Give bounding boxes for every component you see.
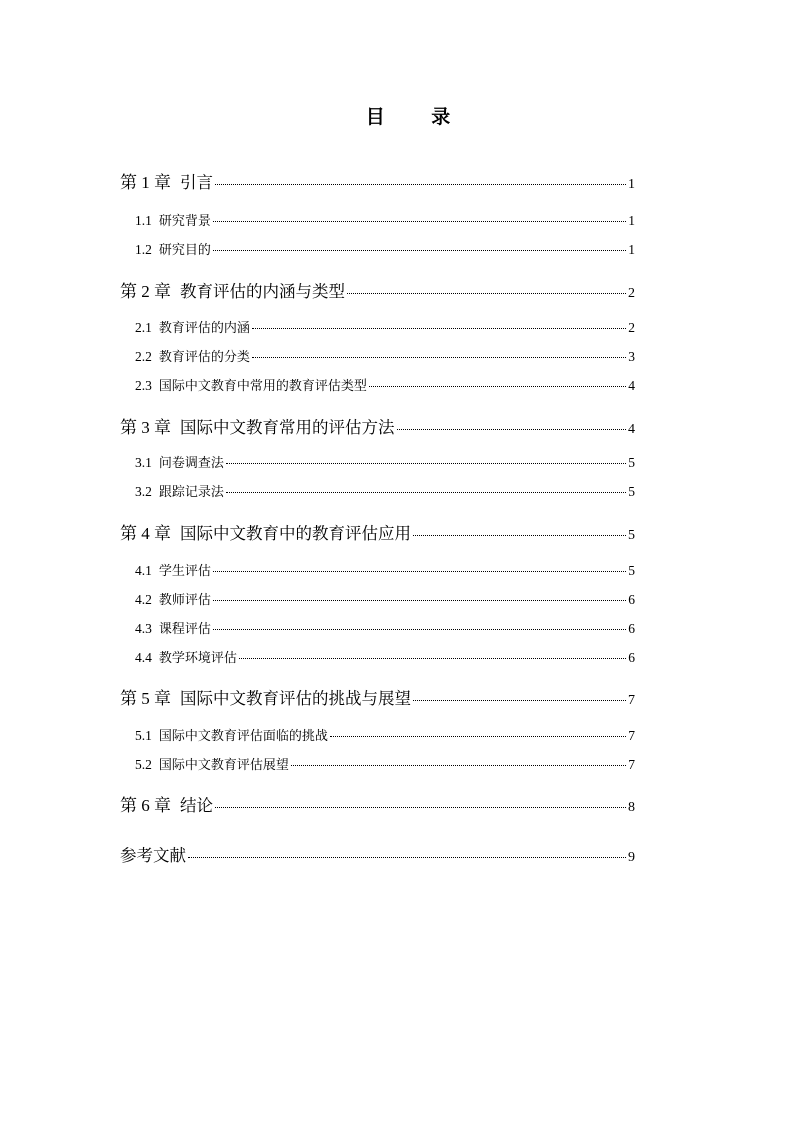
toc-page-number: 5 bbox=[628, 528, 635, 543]
toc-entry-number: 4.2 bbox=[135, 592, 152, 607]
toc-section-entry[interactable] bbox=[135, 211, 635, 232]
toc-entry-number: 3.2 bbox=[135, 484, 152, 499]
toc-entry-number: 第 2 章 bbox=[120, 282, 171, 301]
toc-section-entry[interactable] bbox=[135, 619, 635, 640]
toc-entry-title: 研究目的 bbox=[158, 243, 211, 258]
toc-section-entry[interactable] bbox=[135, 590, 635, 611]
toc-entry-number: 第 1 章 bbox=[120, 173, 171, 192]
toc-chapter-entry[interactable] bbox=[120, 416, 635, 442]
toc-page-number: 1 bbox=[628, 177, 635, 192]
toc-entry-number: 2.2 bbox=[135, 349, 152, 364]
toc-section-entry[interactable] bbox=[135, 482, 635, 503]
toc-dot-leader bbox=[215, 183, 626, 185]
toc-chapter-entry[interactable] bbox=[120, 844, 635, 870]
toc-page-number: 7 bbox=[628, 693, 635, 708]
toc-section-entry[interactable] bbox=[135, 318, 635, 339]
toc-dot-leader bbox=[226, 491, 626, 493]
toc-dot-leader bbox=[213, 570, 626, 572]
toc-entry-number: 第 5 章 bbox=[120, 689, 171, 708]
toc-dot-leader bbox=[369, 385, 626, 387]
toc-page-number: 5 bbox=[628, 484, 635, 499]
toc-page-number: 6 bbox=[628, 650, 635, 665]
toc-entry-number: 2.1 bbox=[135, 320, 152, 335]
toc-entry-number: 5.1 bbox=[135, 728, 152, 743]
toc-entry-title: 研究背景 bbox=[158, 214, 211, 229]
toc-dot-leader bbox=[252, 356, 626, 358]
toc-section-entry[interactable] bbox=[135, 376, 635, 397]
toc-entry-title: 教学环境评估 bbox=[158, 651, 237, 666]
toc-entry-number: 第 3 章 bbox=[120, 418, 171, 437]
toc-entry-title: 国际中文教育评估面临的挑战 bbox=[158, 729, 328, 744]
toc-dot-leader bbox=[413, 699, 626, 701]
toc-entry-title: 问卷调查法 bbox=[158, 456, 224, 471]
toc-dot-leader bbox=[213, 249, 626, 251]
toc-dot-leader bbox=[239, 657, 626, 659]
toc-entry-title: 结论 bbox=[180, 796, 213, 815]
toc-section-entry[interactable] bbox=[135, 648, 635, 669]
toc-page-number: 9 bbox=[628, 850, 635, 865]
toc-dot-leader bbox=[213, 220, 626, 222]
toc-section-entry[interactable] bbox=[135, 240, 635, 261]
toc-dot-leader bbox=[213, 628, 626, 630]
toc-entry-number: 4.3 bbox=[135, 621, 152, 636]
toc-entry-title: 学生评估 bbox=[158, 564, 211, 579]
toc-entry-title: 教育评估的内涵 bbox=[158, 321, 250, 336]
toc-dot-leader bbox=[330, 735, 626, 737]
toc-entry-title: 国际中文教育评估的挑战与展望 bbox=[180, 689, 411, 708]
toc-dot-leader bbox=[413, 534, 626, 536]
toc-page-number: 7 bbox=[628, 757, 635, 772]
toc-entry-title: 教师评估 bbox=[158, 593, 211, 608]
toc-entry-number: 第 6 章 bbox=[120, 796, 171, 815]
toc-chapter-entry[interactable] bbox=[120, 687, 635, 713]
toc-dot-leader bbox=[347, 292, 626, 294]
toc-dot-leader bbox=[252, 327, 626, 329]
toc-page-number: 1 bbox=[628, 242, 635, 257]
toc-entry-title: 参考文献 bbox=[120, 846, 186, 865]
toc-section-entry[interactable] bbox=[135, 561, 635, 582]
toc-section-entry[interactable] bbox=[135, 453, 635, 474]
toc-page-number: 5 bbox=[628, 455, 635, 470]
toc-dot-leader bbox=[397, 428, 627, 430]
toc-entry-number: 第 4 章 bbox=[120, 524, 171, 543]
toc-dot-leader bbox=[291, 764, 626, 766]
toc-entry-title: 国际中文教育中的教育评估应用 bbox=[180, 524, 411, 543]
toc-entry-number: 4.1 bbox=[135, 563, 152, 578]
toc-entry-title: 国际中文教育中常用的教育评估类型 bbox=[158, 379, 367, 394]
toc-chapter-entry[interactable] bbox=[120, 171, 635, 197]
toc-chapter-entry[interactable] bbox=[120, 280, 635, 306]
toc-page-number: 4 bbox=[628, 378, 635, 393]
toc-entry-number: 1.2 bbox=[135, 242, 152, 257]
toc-page-number: 1 bbox=[628, 213, 635, 228]
toc-dot-leader bbox=[188, 856, 626, 858]
toc-section-entry[interactable] bbox=[135, 726, 635, 747]
toc-entry-number: 3.1 bbox=[135, 455, 152, 470]
toc-page-number: 3 bbox=[628, 349, 635, 364]
toc-page-number: 8 bbox=[628, 800, 635, 815]
toc-entry-title: 跟踪记录法 bbox=[158, 485, 224, 500]
toc-page-number: 7 bbox=[628, 728, 635, 743]
toc-entry-number: 2.3 bbox=[135, 378, 152, 393]
toc-dot-leader bbox=[226, 462, 626, 464]
toc-entry-title: 教育评估的内涵与类型 bbox=[180, 282, 345, 301]
toc-entry-number: 5.2 bbox=[135, 757, 152, 772]
toc-dot-leader bbox=[215, 806, 626, 808]
toc-entry-number: 4.4 bbox=[135, 650, 152, 665]
toc-title: 目 录 bbox=[365, 106, 471, 128]
toc-chapter-entry[interactable] bbox=[120, 794, 635, 820]
toc-entry-title: 引言 bbox=[180, 173, 213, 192]
toc-page-number: 6 bbox=[628, 621, 635, 636]
toc-page-number: 2 bbox=[628, 320, 635, 335]
toc-section-entry[interactable] bbox=[135, 755, 635, 776]
toc-page-number: 2 bbox=[628, 286, 635, 301]
toc-page-number: 4 bbox=[628, 422, 635, 437]
toc-entry-title: 课程评估 bbox=[158, 622, 211, 637]
toc-entry-title: 国际中文教育评估展望 bbox=[158, 758, 289, 773]
toc-entry-title: 国际中文教育常用的评估方法 bbox=[180, 418, 395, 437]
toc-dot-leader bbox=[213, 599, 626, 601]
toc-page-number: 6 bbox=[628, 592, 635, 607]
toc-chapter-entry[interactable] bbox=[120, 522, 635, 548]
toc-entry-title: 教育评估的分类 bbox=[158, 350, 250, 365]
toc-section-entry[interactable] bbox=[135, 347, 635, 368]
toc-entry-number: 1.1 bbox=[135, 213, 152, 228]
toc-page-number: 5 bbox=[628, 563, 635, 578]
